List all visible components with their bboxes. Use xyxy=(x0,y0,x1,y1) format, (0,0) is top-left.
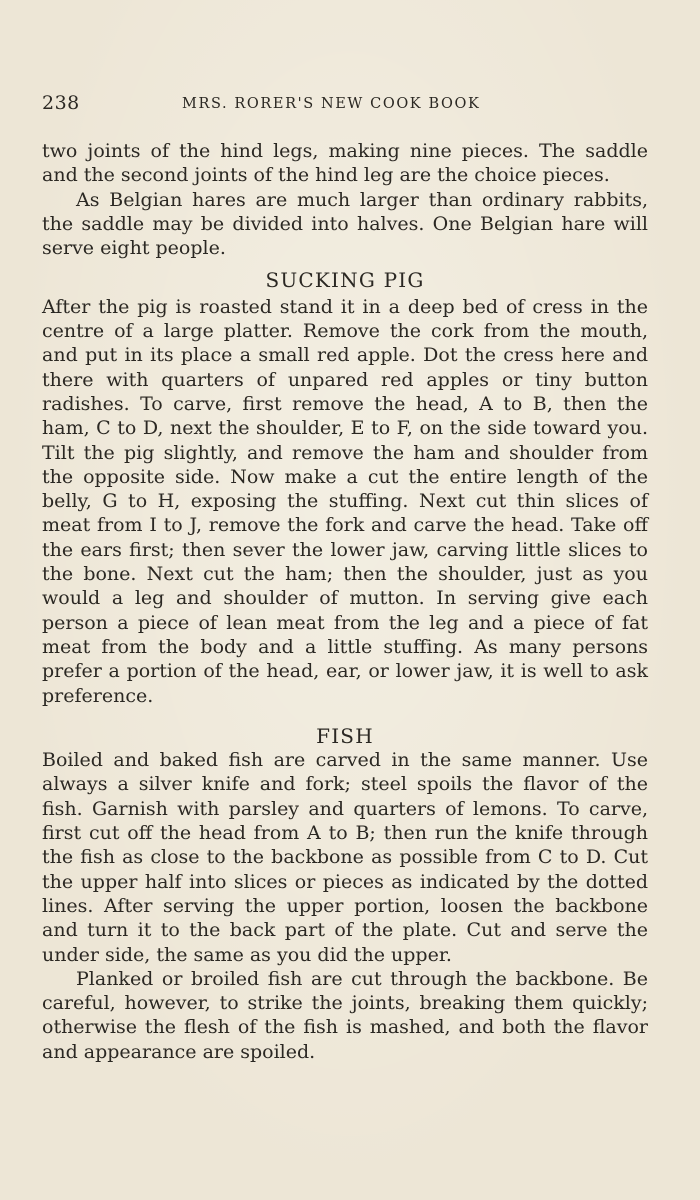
page-number: 238 xyxy=(42,92,80,114)
body-text xyxy=(42,139,648,1064)
page-header xyxy=(42,92,648,120)
section-heading-fish: FISH xyxy=(316,723,374,748)
rabbit-paragraph-continued: two joints of the hind legs, making nine pieces. The saddle and the second joints of the hind leg are the choice pieces. xyxy=(42,140,648,187)
running-head: MRS. RORER'S NEW COOK BOOK xyxy=(182,96,481,112)
rabbit-paragraph-belgian-hares: As Belgian hares are much larger than ordinary rabbits, the saddle may be divided into halves. One Belgian hare will serve eight people. xyxy=(42,188,648,260)
sucking-pig-paragraph: After the pig is roasted stand it in a deep bed of cress in the centre of a large platter. Remove the cork from the mouth, and put in its place a small red apple. Dot the cress here and there with quarters of unpared red apples or tiny button radishes. To carve, first remove the head, A to B, then the ham, C to D, next the shoulder, E to F, on the side toward you. Tilt the pig slightly, and remove the ham and shoulder from the opposite side. Now make a cut the entire length of the belly, G to H, exposing the stuffing. Next cut thin slices of meat from I to J, remove the fork and carve the head. Take off the ears first; then sever the lower jaw, carving little slices to the bone. Next cut the ham; then the shoulder, just as you would a leg and shoulder of mutton. In serving give each person a piece of lean meat from the leg and a piece of fat meat from the body and a little stuffing. As many persons prefer a portion of the head, ear, or lower jaw, it is well to ask preference. xyxy=(42,295,648,707)
section-heading-sucking-pig: SUCKING PIG xyxy=(265,268,425,293)
fish-paragraph-boiled: Boiled and baked fish are carved in the same manner. Use always a silver knife and fork; steel spoils the flavor of the fish. Garnish with parsley and quarters of lemons. To carve, first cut off the head from A to B; then run the knife through the fish as close to the backbone as possible from C to D. Cut the upper half into slices or pieces as indicated by the dotted lines. After serving the upper portion, loosen the backbone and turn it to the back part of the plate. Cut and serve the under side, the same as you did the upper. xyxy=(42,749,648,966)
fish-paragraph-planked: Planked or broiled fish are cut through the backbone. Be careful, however, to strike the joints, breaking them quickly; otherwise the flesh of the fish is mashed, and both the flavor and appearance are spoiled. xyxy=(42,967,648,1063)
